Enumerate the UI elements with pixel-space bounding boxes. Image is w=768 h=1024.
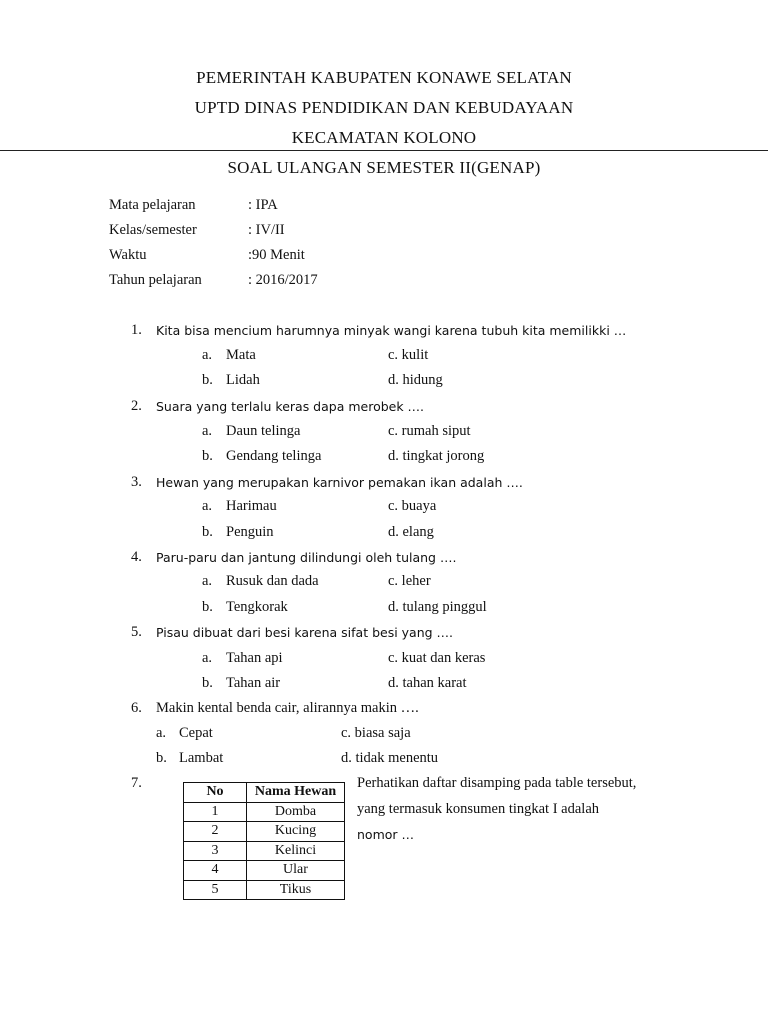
question-number: 2. <box>131 398 142 414</box>
question-text: Hewan yang merupakan karnivor pemakan ikan adalah …. <box>156 475 523 490</box>
option-a: Harimau <box>226 498 277 514</box>
info-value: : IV/II <box>248 222 285 238</box>
table-cell: Kelinci <box>247 841 345 861</box>
option-marker: b. <box>202 524 213 540</box>
info-value: : IPA <box>248 197 278 213</box>
header-line-1: PEMERINTAH KABUPATEN KONAWE SELATAN <box>196 68 572 87</box>
exam-title: SOAL ULANGAN SEMESTER II(GENAP) <box>227 158 541 177</box>
table-cell: Kucing <box>247 822 345 842</box>
question-text: Kita bisa mencium harumnya minyak wangi karena tubuh kita memilikki … <box>156 323 627 338</box>
question-text: Suara yang terlalu keras dapa merobek …. <box>156 399 425 414</box>
info-label: Mata pelajaran <box>109 197 196 213</box>
question-text: Makin kental benda cair, alirannya makin …. <box>156 700 419 716</box>
table-cell: 2 <box>184 822 247 842</box>
table-row <box>184 861 345 881</box>
info-label: Waktu <box>109 247 147 263</box>
option-d: d. hidung <box>388 372 443 388</box>
option-d: d. tingkat jorong <box>388 448 485 464</box>
option-b: Penguin <box>226 524 274 540</box>
option-marker: a. <box>202 573 213 589</box>
option-c: c. kuat dan keras <box>388 650 486 666</box>
question-number: 5. <box>131 624 142 640</box>
table-cell: Ular <box>247 861 345 881</box>
option-marker: b. <box>202 675 213 691</box>
option-a: Tahan api <box>226 650 283 666</box>
option-a: Mata <box>226 347 256 363</box>
option-a: Cepat <box>179 725 213 741</box>
option-marker: a. <box>202 423 213 439</box>
table-row <box>184 841 345 861</box>
option-b: Tahan air <box>226 675 281 691</box>
question-number: 4. <box>131 549 142 565</box>
animal-table <box>183 782 345 900</box>
question-number: 1. <box>131 322 142 338</box>
option-marker: a. <box>202 650 213 666</box>
option-b: Lambat <box>179 750 224 766</box>
table-cell: Tikus <box>247 880 345 900</box>
table-cell: 4 <box>184 861 247 881</box>
table-cell: Domba <box>247 802 345 822</box>
info-label: Kelas/semester <box>109 222 197 238</box>
option-c: c. biasa saja <box>341 725 411 741</box>
option-d: d. tahan karat <box>388 675 467 691</box>
option-marker: a. <box>202 347 213 363</box>
question-text: Perhatikan daftar disamping pada table tersebut, <box>357 775 637 791</box>
option-c: c. rumah siput <box>388 423 471 439</box>
option-marker: a. <box>202 498 213 514</box>
table-cell: 1 <box>184 802 247 822</box>
question-text: yang termasuk konsumen tingkat I adalah <box>357 801 600 817</box>
option-d: d. elang <box>388 524 434 540</box>
option-d: d. tidak menentu <box>341 750 439 766</box>
option-a: Daun telinga <box>226 423 301 439</box>
option-marker: b. <box>156 750 167 766</box>
question-text: Pisau dibuat dari besi karena sifat besi yang …. <box>156 625 454 640</box>
question-text: Paru-paru dan jantung dilindungi oleh tulang …. <box>156 550 457 565</box>
table-row <box>184 880 345 900</box>
question-number: 7. <box>131 775 142 791</box>
question-text: nomor … <box>357 827 415 842</box>
info-label: Tahun pelajaran <box>109 272 202 288</box>
option-marker: b. <box>202 372 213 388</box>
table-cell: 5 <box>184 880 247 900</box>
info-value: : 2016/2017 <box>248 272 318 288</box>
header-divider <box>0 150 768 151</box>
option-c: c. buaya <box>388 498 437 514</box>
header-line-3: KECAMATAN KOLONO <box>291 128 477 147</box>
table-header: No <box>184 783 247 803</box>
table-header: Nama Hewan <box>247 783 345 803</box>
info-value: :90 Menit <box>248 247 305 263</box>
option-b: Lidah <box>226 372 260 388</box>
option-b: Tengkorak <box>226 599 288 615</box>
table-header-row <box>184 783 345 803</box>
option-b: Gendang telinga <box>226 448 322 464</box>
option-marker: b. <box>202 448 213 464</box>
table-row <box>184 822 345 842</box>
question-number: 3. <box>131 474 142 490</box>
option-d: d. tulang pinggul <box>388 599 487 615</box>
option-c: c. leher <box>388 573 431 589</box>
option-marker: a. <box>156 725 167 741</box>
option-c: c. kulit <box>388 347 429 363</box>
option-a: Rusuk dan dada <box>226 573 319 589</box>
option-marker: b. <box>202 599 213 615</box>
table-cell: 3 <box>184 841 247 861</box>
table-row <box>184 802 345 822</box>
question-number: 6. <box>131 700 142 716</box>
header-line-2: UPTD DINAS PENDIDIKAN DAN KEBUDAYAAN <box>194 98 574 117</box>
